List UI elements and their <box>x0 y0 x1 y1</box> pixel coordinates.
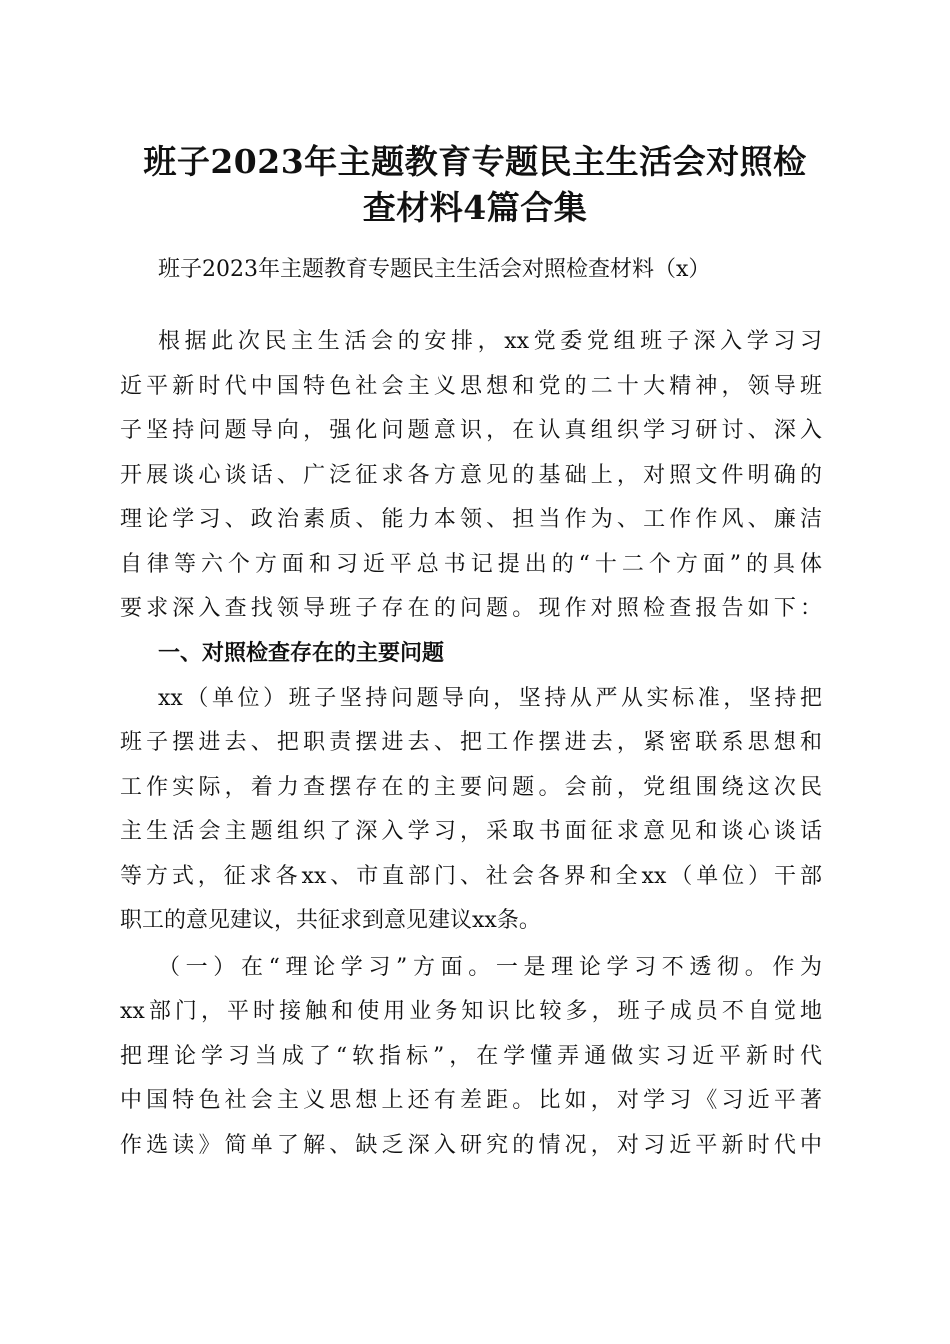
paragraph-1-line: 开展谈心谈话、广泛征求各方意见的基础上，对照文件明确的 <box>120 463 822 488</box>
paragraph-2-line: 等方式，征求各xx、市直部门、社会各界和全xx（单位）干部 <box>120 864 822 889</box>
paragraph-2-line: 主生活会主题组织了深入学习，采取书面征求意见和谈心谈话 <box>120 819 822 844</box>
section-heading: 一、对照检查存在的主要问题 <box>158 641 445 666</box>
paragraph-3-line: 中国特色社会主义思想上还有差距。比如，对学习《习近平著 <box>120 1088 822 1113</box>
paragraph-3-line: xx部门，平时接触和使用业务知识比较多，班子成员不自觉地 <box>120 999 822 1024</box>
paragraph-3-line: 作选读》简单了解、缺乏深入研究的情况，对习近平新时代中 <box>120 1133 822 1158</box>
document-subtitle: 班子2023年主题教育专题民主生活会对照检查材料（x） <box>158 257 711 282</box>
paragraph-3-line: 把理论学习当成了“软指标”，在学懂弄通做实习近平新时代 <box>120 1044 822 1069</box>
paragraph-1-line: 理论学习、政治素质、能力本领、担当作为、工作作风、廉洁 <box>120 507 822 532</box>
paragraph-2-line: xx（单位）班子坚持问题导向，坚持从严从实标准，坚持把 <box>158 686 822 711</box>
document-title-line-2: 查材料4篇合集 <box>362 188 588 227</box>
paragraph-1-line: 要求深入查找领导班子存在的问题。现作对照检查报告如下： <box>120 596 822 621</box>
paragraph-3-line: （一）在“理论学习”方面。一是理论学习不透彻。作为 <box>158 955 822 980</box>
paragraph-2-line: 工作实际，着力查摆存在的主要问题。会前，党组围绕这次民 <box>120 775 822 800</box>
document-title-line-1: 班子2023年主题教育专题民主生活会对照检 <box>143 142 807 181</box>
paragraph-2-line: 职工的意见建议，共征求到意见建议xx条。 <box>120 908 541 933</box>
paragraph-1-line: 自律等六个方面和习近平总书记提出的“十二个方面”的具体 <box>120 552 822 577</box>
paragraph-1-line: 近平新时代中国特色社会主义思想和党的二十大精神，领导班 <box>120 374 822 399</box>
paragraph-1-line: 根据此次民主生活会的安排，xx党委党组班子深入学习习 <box>158 329 822 354</box>
paragraph-1-line: 子坚持问题导向，强化问题意识，在认真组织学习研讨、深入 <box>120 418 822 443</box>
paragraph-2-line: 班子摆进去、把职责摆进去、把工作摆进去，紧密联系思想和 <box>120 730 822 755</box>
